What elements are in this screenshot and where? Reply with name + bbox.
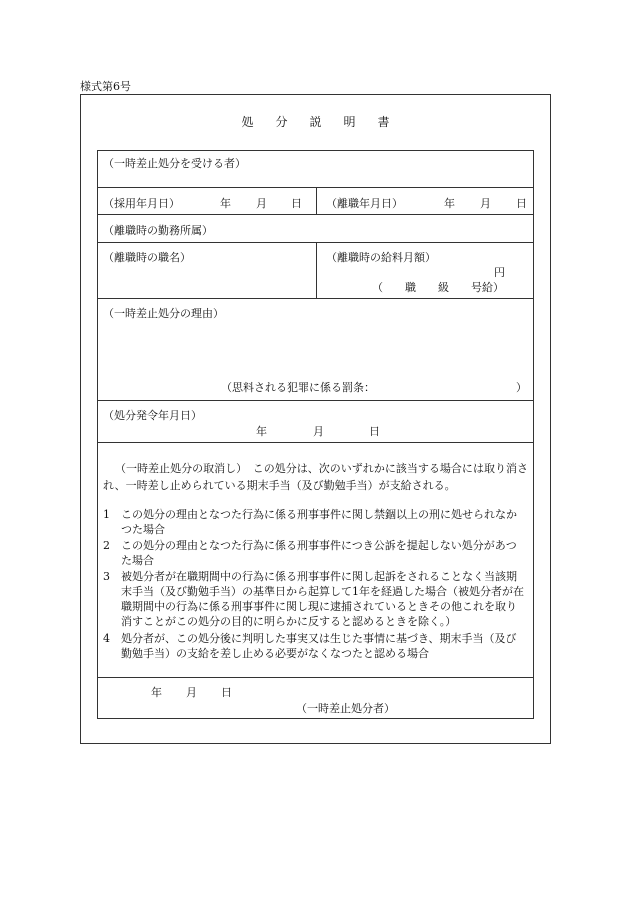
hire-day: 日	[291, 197, 302, 210]
row-divider	[97, 442, 534, 443]
row-divider	[97, 677, 534, 678]
item-text: 被処分者が在職期間中の行為に係る刑事事件に関し起訴をされることなく当該期末手当（及び勤勉手当）の基準日から起算して1年を経過した場合（被処分者が在職期間中の行為に係る刑事事件に関し現に逮捕されているときその他これを取り消すことがこの処分の目的に明らかに反すると認めるときを除く。）	[121, 570, 524, 628]
subject-label: （一時差止処分を受ける者）	[103, 157, 246, 170]
footer-day: 日	[221, 686, 232, 699]
item-text: 処分者が、この処分後に判明した事実又は生じた事情に基づき、期末手当（及び勤勉手当）の支給を差し止める必要がなくなつたと認める場合	[121, 632, 517, 660]
issue-month: 月	[313, 425, 324, 438]
hire-month: 月	[256, 197, 267, 210]
cancellation-intro: （一時差止処分の取消し） この処分は、次のいずれかに該当する場合には取り消され、一時差し止められている期末手当（及び勤勉手当）が支給される。	[103, 462, 528, 492]
issue-year: 年	[256, 425, 267, 438]
list-item	[103, 538, 528, 568]
list-item	[103, 507, 528, 537]
salary-grade: （ 職 級 号給）	[372, 281, 504, 294]
row-divider	[97, 298, 534, 299]
item-text: この処分の理由となつた行為に係る刑事事件に関し禁錮以上の刑に処せられなかつた場合	[121, 508, 517, 536]
row-divider	[97, 214, 534, 215]
footer-year: 年	[151, 686, 162, 699]
issue-day: 日	[369, 425, 380, 438]
workplace-label: （離職時の勤務所属）	[103, 224, 213, 237]
salary-yen: 円	[494, 266, 505, 279]
item-text: この処分の理由となつた行為に係る刑事事件につき公訴を提起しない処分があつた場合	[121, 539, 517, 567]
column-divider	[316, 242, 317, 298]
list-item	[103, 631, 528, 661]
retire-day: 日	[516, 197, 527, 210]
issue-date-label: （処分発令年月日）	[103, 409, 202, 422]
penalty-close: ）	[516, 381, 527, 394]
hire-year: 年	[220, 197, 231, 210]
item-number: 4	[103, 632, 110, 645]
item-number: 1	[103, 508, 110, 521]
footer-month: 月	[186, 686, 197, 699]
retire-month: 月	[480, 197, 491, 210]
issuer-label: （一時差止処分者）	[296, 702, 395, 715]
position-label: （離職時の職名）	[103, 251, 191, 264]
reason-label: （一時差止処分の理由）	[103, 307, 224, 320]
list-item	[103, 569, 528, 629]
salary-label: （離職時の給料月額）	[326, 251, 436, 264]
document-title: 処分説明書	[241, 115, 412, 129]
retire-date-label: （離職年月日）	[326, 197, 403, 210]
item-number: 2	[103, 539, 110, 552]
retire-year: 年	[444, 197, 455, 210]
form-number: 様式第6号	[80, 80, 131, 93]
item-number: 3	[103, 570, 110, 583]
penalty-label: （思料される犯罪に係る罰条：	[221, 381, 375, 394]
row-divider	[97, 400, 534, 401]
column-divider	[316, 187, 317, 214]
hire-date-label: （採用年月日）	[103, 197, 180, 210]
